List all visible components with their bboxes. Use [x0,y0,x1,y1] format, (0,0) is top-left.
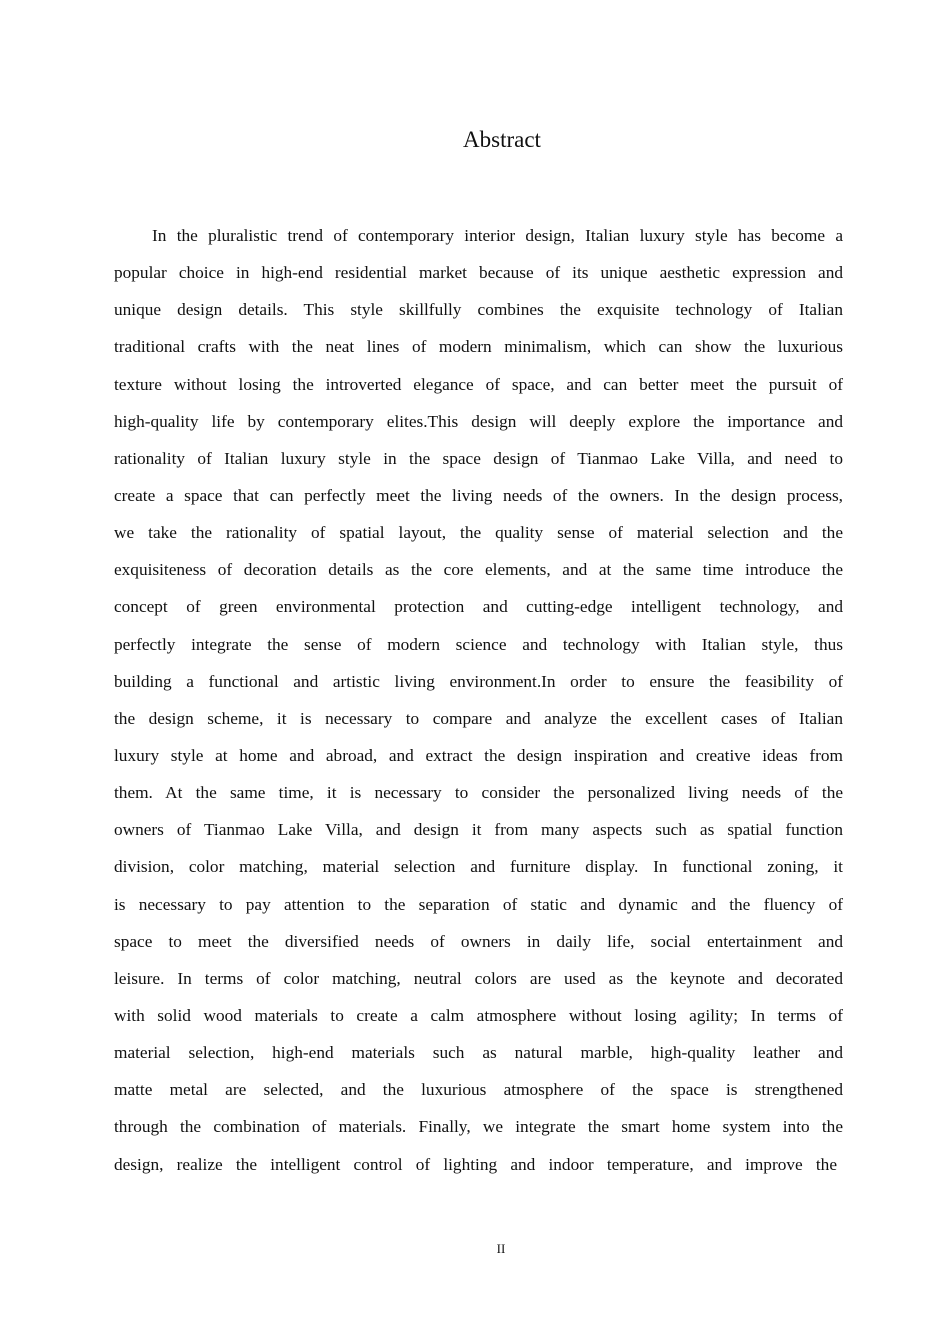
abstract-line: unique design details. This style skillfully combines the exquisite technology of Italian [114,300,843,320]
abstract-line: leisure. In terms of color matching, neutral colors are used as the keynote and decorated [114,968,843,988]
abstract-line: the design scheme, it is necessary to compare and analyze the excellent cases of Italian [114,708,843,728]
abstract-line: is necessary to pay attention to the separation of static and dynamic and the fluency of [114,894,843,914]
abstract-line: building a functional and artistic living environment.In order to ensure the feasibility of [114,671,843,691]
abstract-line: design, realize the intelligent control of lighting and indoor temperature, and improve the [114,1154,837,1174]
abstract-line: In the pluralistic trend of contemporary interior design, Italian luxury style has become a [152,226,843,245]
abstract-line: them. At the same time, it is necessary to consider the personalized living needs of the [114,783,843,803]
abstract-line: with solid wood materials to create a calm atmosphere without losing agility; In terms of [114,1005,843,1025]
page-number: II [496,1241,506,1256]
abstract-line: traditional crafts with the neat lines of modern minimalism, which can show the luxurious [114,337,843,357]
abstract-line: luxury style at home and abroad, and extract the design inspiration and creative ideas from [114,745,843,765]
abstract-line: exquisiteness of decoration details as the core elements, and at the same time introduce the [114,560,843,580]
abstract-line: create a space that can perfectly meet the living needs of the owners. In the design process, [114,485,843,505]
abstract-line: rationality of Italian luxury style in the space design of Tianmao Lake Villa, and need to [114,448,843,468]
abstract-line: matte metal are selected, and the luxurious atmosphere of the space is strengthened [114,1080,843,1100]
abstract-line: through the combination of materials. Finally, we integrate the smart home system into the [114,1117,843,1137]
abstract-line: concept of green environmental protection and cutting-edge intelligent technology, and [114,597,843,617]
abstract-line: popular choice in high-end residential market because of its unique aesthetic expression and [114,263,843,283]
abstract-line: division, color matching, material selection and furniture display. In functional zoning, it [114,857,843,877]
abstract-body [114,217,843,1183]
abstract-line: space to meet the diversified needs of owners in daily life, social entertainment and [114,931,843,951]
abstract-line: we take the rationality of spatial layout, the quality sense of material selection and the [114,523,843,543]
abstract-line: high-quality life by contemporary elites.This design will deeply explore the importance and [114,411,843,431]
abstract-line: material selection, high-end materials such as natural marble, high-quality leather and [114,1043,843,1063]
abstract-line: perfectly integrate the sense of modern science and technology with Italian style, thus [114,634,843,654]
page-title: Abstract [463,127,541,152]
abstract-line: texture without losing the introverted elegance of space, and can better meet the pursuit of [114,374,843,394]
abstract-line: owners of Tianmao Lake Villa, and design it from many aspects such as spatial function [114,820,843,840]
